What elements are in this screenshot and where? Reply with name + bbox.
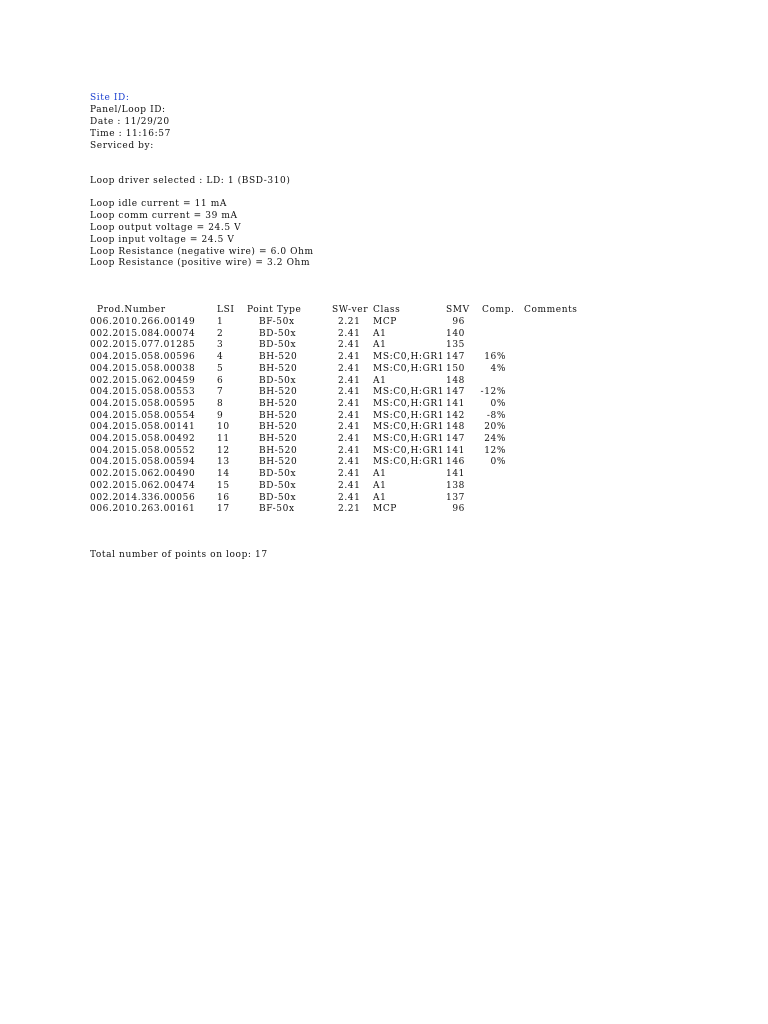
cell-smv: 141	[446, 399, 465, 409]
cell-sw-ver: 2.41	[338, 422, 361, 432]
cell-class: MCP	[373, 317, 397, 327]
cell-smv: 148	[446, 376, 465, 386]
cell-smv: 147	[446, 352, 465, 362]
cell-sw-ver: 2.41	[338, 481, 361, 491]
cell-smv: 147	[446, 387, 465, 397]
cell-class: MCP	[373, 504, 397, 514]
cell-lsi: 12	[217, 446, 230, 456]
cell-prod-number: 004.2015.058.00594	[90, 457, 196, 467]
time-line: Time : 11:16:57	[90, 129, 171, 139]
cell-comp: -12%	[480, 387, 506, 397]
cell-prod-number: 002.2014.336.00056	[90, 493, 196, 503]
cell-prod-number: 002.2015.062.00474	[90, 481, 196, 491]
cell-sw-ver: 2.41	[338, 457, 361, 467]
loop-idle-current-line: Loop idle current = 11 mA	[90, 199, 227, 209]
cell-comp: 12%	[484, 446, 506, 456]
cell-prod-number: 006.2010.263.00161	[90, 504, 196, 514]
cell-comp: 16%	[484, 352, 506, 362]
cell-sw-ver: 2.21	[338, 504, 361, 514]
cell-class: MS:C0,H:GR1	[373, 457, 445, 467]
cell-lsi: 1	[217, 317, 224, 327]
cell-smv: 96	[452, 504, 465, 514]
cell-point-type: BH-520	[259, 364, 298, 374]
cell-prod-number: 004.2015.058.00141	[90, 422, 196, 432]
cell-sw-ver: 2.41	[338, 364, 361, 374]
header-lsi: LSI	[217, 305, 235, 315]
cell-sw-ver: 2.41	[338, 352, 361, 362]
cell-sw-ver: 2.41	[338, 399, 361, 409]
cell-smv: 96	[452, 317, 465, 327]
cell-point-type: BD-50x	[259, 481, 297, 491]
cell-class: A1	[373, 493, 387, 503]
cell-point-type: BD-50x	[259, 376, 297, 386]
loop-resistance-negative-line: Loop Resistance (negative wire) = 6.0 Ohm	[90, 247, 314, 257]
cell-class: MS:C0,H:GR1	[373, 387, 445, 397]
loop-driver-line: Loop driver selected : LD: 1 (BSD-310)	[90, 176, 291, 186]
cell-prod-number: 006.2010.266.00149	[90, 317, 196, 327]
cell-point-type: BH-520	[259, 411, 298, 421]
cell-class: A1	[373, 469, 387, 479]
cell-prod-number: 002.2015.062.00490	[90, 469, 196, 479]
cell-prod-number: 004.2015.058.00038	[90, 364, 196, 374]
cell-lsi: 5	[217, 364, 224, 374]
cell-prod-number: 002.2015.077.01285	[90, 340, 196, 350]
cell-point-type: BF-50x	[259, 504, 295, 514]
header-sw-ver: SW-ver	[332, 305, 369, 315]
cell-class: A1	[373, 376, 387, 386]
cell-class: MS:C0,H:GR1	[373, 411, 445, 421]
cell-smv: 148	[446, 422, 465, 432]
cell-class: MS:C0,H:GR1	[373, 364, 445, 374]
cell-lsi: 14	[217, 469, 230, 479]
cell-smv: 141	[446, 469, 465, 479]
cell-lsi: 8	[217, 399, 224, 409]
loop-comm-current-line: Loop comm current = 39 mA	[90, 211, 238, 221]
cell-prod-number: 004.2015.058.00554	[90, 411, 196, 421]
cell-comp: -8%	[486, 411, 506, 421]
cell-prod-number: 004.2015.058.00552	[90, 446, 196, 456]
cell-smv: 140	[446, 329, 465, 339]
cell-lsi: 16	[217, 493, 230, 503]
loop-output-voltage-line: Loop output voltage = 24.5 V	[90, 223, 242, 233]
cell-smv: 138	[446, 481, 465, 491]
cell-point-type: BH-520	[259, 352, 298, 362]
loop-resistance-positive-line: Loop Resistance (positive wire) = 3.2 Ohm	[90, 258, 311, 268]
cell-class: A1	[373, 481, 387, 491]
date-line: Date : 11/29/20	[90, 117, 170, 127]
header-point-type: Point Type	[247, 305, 302, 315]
cell-point-type: BH-520	[259, 446, 298, 456]
cell-lsi: 13	[217, 457, 230, 467]
cell-comp: 0%	[490, 399, 506, 409]
cell-class: MS:C0,H:GR1	[373, 446, 445, 456]
cell-prod-number: 002.2015.084.00074	[90, 329, 196, 339]
cell-lsi: 15	[217, 481, 230, 491]
cell-smv: 141	[446, 446, 465, 456]
cell-sw-ver: 2.41	[338, 340, 361, 350]
cell-smv: 146	[446, 457, 465, 467]
cell-sw-ver: 2.41	[338, 493, 361, 503]
cell-lsi: 17	[217, 504, 230, 514]
cell-lsi: 10	[217, 422, 230, 432]
cell-sw-ver: 2.41	[338, 411, 361, 421]
cell-lsi: 2	[217, 329, 224, 339]
cell-smv: 147	[446, 434, 465, 444]
header-comp: Comp.	[482, 305, 515, 315]
cell-class: MS:C0,H:GR1	[373, 352, 445, 362]
cell-lsi: 9	[217, 411, 224, 421]
cell-point-type: BH-520	[259, 457, 298, 467]
header-class: Class	[373, 305, 401, 315]
cell-class: MS:C0,H:GR1	[373, 422, 445, 432]
cell-lsi: 11	[217, 434, 230, 444]
cell-sw-ver: 2.41	[338, 376, 361, 386]
cell-point-type: BD-50x	[259, 469, 297, 479]
cell-sw-ver: 2.41	[338, 446, 361, 456]
cell-sw-ver: 2.41	[338, 387, 361, 397]
site-id-label: Site ID:	[90, 93, 130, 103]
cell-sw-ver: 2.21	[338, 317, 361, 327]
cell-prod-number: 004.2015.058.00553	[90, 387, 196, 397]
header-smv: SMV	[446, 305, 470, 315]
cell-smv: 135	[446, 340, 465, 350]
cell-lsi: 4	[217, 352, 224, 362]
cell-prod-number: 004.2015.058.00595	[90, 399, 196, 409]
cell-prod-number: 004.2015.058.00492	[90, 434, 196, 444]
cell-point-type: BH-520	[259, 434, 298, 444]
cell-sw-ver: 2.41	[338, 434, 361, 444]
cell-comp: 20%	[484, 422, 506, 432]
cell-lsi: 3	[217, 340, 224, 350]
cell-prod-number: 004.2015.058.00596	[90, 352, 196, 362]
loop-input-voltage-line: Loop input voltage = 24.5 V	[90, 235, 235, 245]
cell-sw-ver: 2.41	[338, 329, 361, 339]
cell-point-type: BD-50x	[259, 329, 297, 339]
total-points-line: Total number of points on loop: 17	[90, 550, 268, 560]
cell-point-type: BH-520	[259, 399, 298, 409]
cell-lsi: 7	[217, 387, 224, 397]
cell-smv: 137	[446, 493, 465, 503]
cell-prod-number: 002.2015.062.00459	[90, 376, 196, 386]
serviced-by-label: Serviced by:	[90, 141, 154, 151]
cell-class: MS:C0,H:GR1	[373, 434, 445, 444]
cell-comp: 24%	[484, 434, 506, 444]
cell-comp: 4%	[490, 364, 506, 374]
cell-smv: 150	[446, 364, 465, 374]
cell-smv: 142	[446, 411, 465, 421]
cell-class: A1	[373, 340, 387, 350]
cell-point-type: BF-50x	[259, 317, 295, 327]
cell-class: A1	[373, 329, 387, 339]
header-comments: Comments	[524, 305, 578, 315]
header-prod-number: Prod.Number	[97, 305, 166, 315]
cell-point-type: BD-50x	[259, 493, 297, 503]
panel-loop-id-label: Panel/Loop ID:	[90, 105, 166, 115]
cell-point-type: BH-520	[259, 387, 298, 397]
cell-sw-ver: 2.41	[338, 469, 361, 479]
cell-class: MS:C0,H:GR1	[373, 399, 445, 409]
cell-lsi: 6	[217, 376, 224, 386]
cell-point-type: BD-50x	[259, 340, 297, 350]
cell-comp: 0%	[490, 457, 506, 467]
cell-point-type: BH-520	[259, 422, 298, 432]
